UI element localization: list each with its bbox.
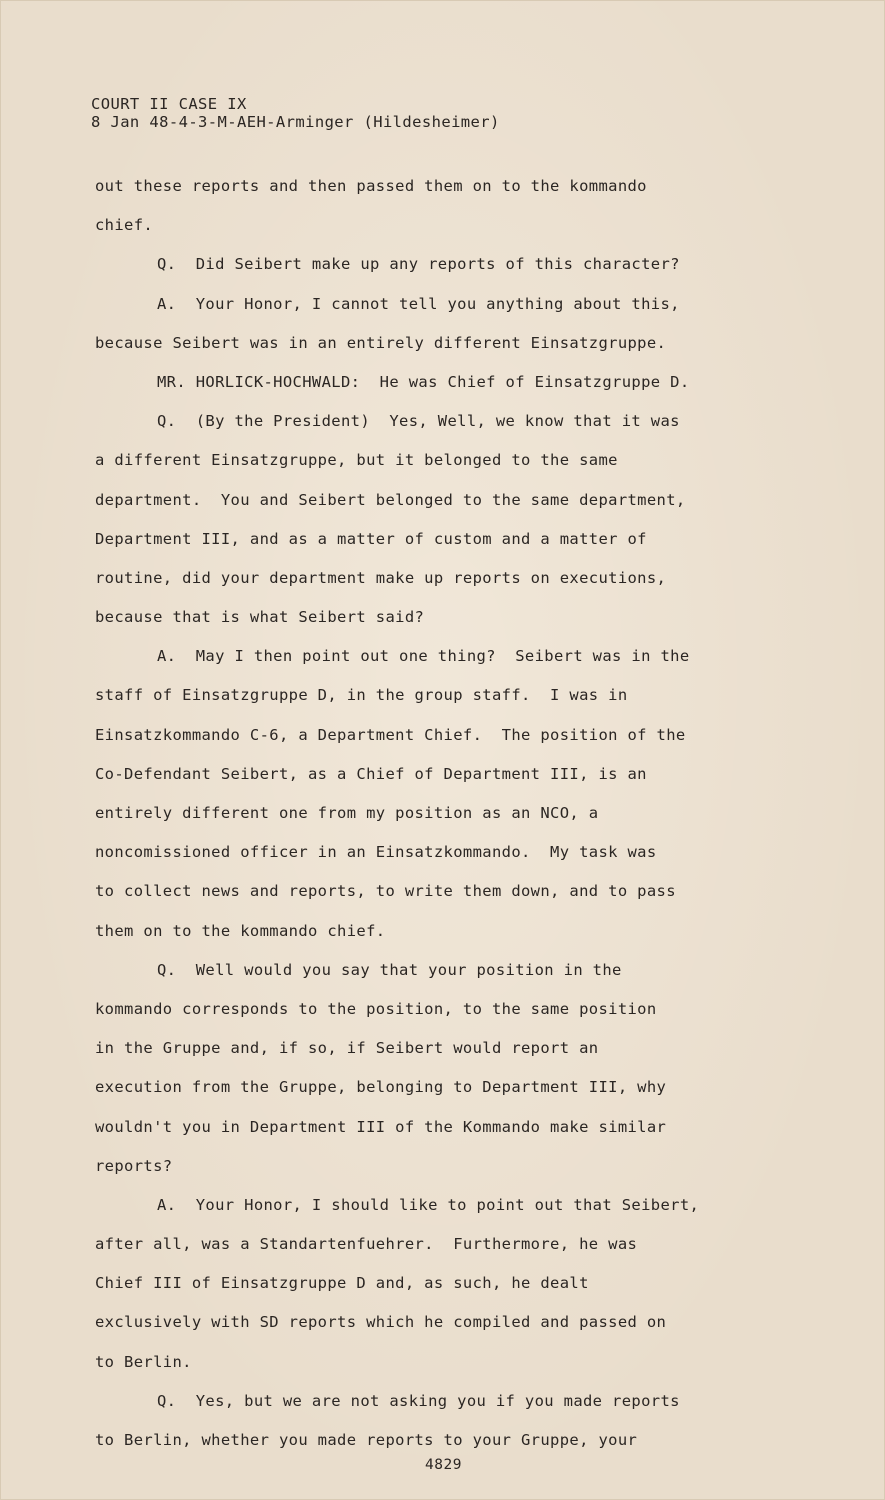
header-date-reference: 8 Jan 48-4-3-M-AEH-Arminger (Hildesheimer): [91, 113, 500, 131]
document-header: [91, 95, 500, 131]
transcript-line: in the Gruppe and, if so, if Seibert would report an: [95, 1039, 599, 1058]
transcript-line: Q. Yes, but we are not asking you if you made reports: [157, 1391, 680, 1410]
transcript-body: [95, 167, 810, 1460]
transcript-line: because Seibert was in an entirely different Einsatzgruppe.: [95, 333, 667, 352]
transcript-line: A. May I then point out one thing? Seibert was in the: [157, 647, 690, 666]
transcript-line: Department III, and as a matter of custom and a matter of: [95, 529, 647, 548]
transcript-line: reports?: [95, 1156, 173, 1175]
transcript-line: kommando corresponds to the position, to the same position: [95, 999, 657, 1018]
transcript-line: Chief III of Einsatzgruppe D and, as such, he dealt: [95, 1274, 589, 1293]
transcript-line: A. Your Honor, I cannot tell you anything about this,: [157, 294, 680, 313]
transcript-line: to Berlin.: [95, 1352, 192, 1371]
transcript-line: after all, was a Standartenfuehrer. Furthermore, he was: [95, 1235, 638, 1254]
transcript-line: out these reports and then passed them on to the kommando: [95, 177, 647, 195]
transcript-line: routine, did your department make up reports on executions,: [95, 568, 667, 587]
transcript-line: department. You and Seibert belonged to the same department,: [95, 490, 686, 509]
transcript-line: Q. Well would you say that your position in the: [157, 960, 622, 979]
transcript-line: chief.: [95, 216, 154, 235]
transcript-line: wouldn't you in Department III of the Kommando make similar: [95, 1117, 667, 1136]
transcript-line: MR. HORLICK-HOCHWALD: He was Chief of Einsatzgruppe D.: [157, 372, 690, 391]
header-court-case: COURT II CASE IX: [91, 95, 247, 113]
transcript-line: a different Einsatzgruppe, but it belonged to the same: [95, 451, 618, 470]
transcript-line: A. Your Honor, I should like to point out that Seibert,: [157, 1195, 700, 1214]
transcript-line: exclusively with SD reports which he compiled and passed on: [95, 1313, 667, 1332]
transcript-line: staff of Einsatzgruppe D, in the group staff. I was in: [95, 686, 628, 705]
transcript-line: noncomissioned officer in an Einsatzkommando. My task was: [95, 843, 657, 862]
transcript-line: to Berlin, whether you made reports to your Gruppe, your: [95, 1431, 638, 1449]
transcript-line: them on to the kommando chief.: [95, 921, 386, 940]
transcript-line: Q. (By the President) Yes, Well, we know that it was: [157, 412, 680, 431]
transcript-line: to collect news and reports, to write them down, and to pass: [95, 882, 676, 901]
transcript-line: execution from the Gruppe, belonging to Department III, why: [95, 1078, 667, 1097]
transcript-line: Einsatzkommando C-6, a Department Chief. The position of the: [95, 725, 686, 744]
transcript-line: because that is what Seibert said?: [95, 608, 425, 627]
transcript-line: Q. Did Seibert make up any reports of this character?: [157, 255, 680, 274]
transcript-line: Co-Defendant Seibert, as a Chief of Department III, is an: [95, 764, 647, 783]
page-number: 4829: [425, 1457, 462, 1473]
transcript-line: entirely different one from my position as an NCO, a: [95, 804, 599, 822]
